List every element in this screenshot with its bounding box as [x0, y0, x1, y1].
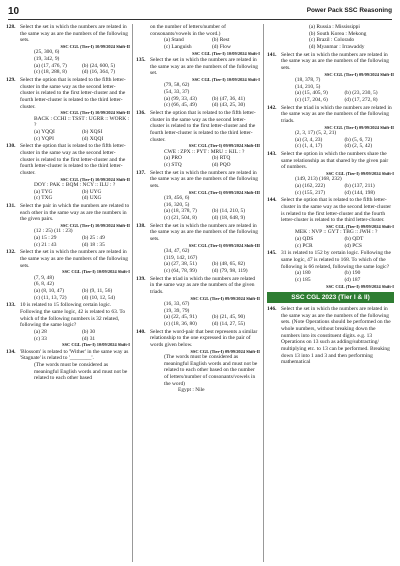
option: (d) XQQI	[82, 135, 104, 142]
question-text: Select the option that is related to the fifth letter-cluster in the same way as the second letter-cluster is related to the first letter-cluster and the fourth letter-cluster is related to the third letter-cluster.	[150, 110, 256, 143]
answer-options	[20, 129, 130, 142]
column-divider	[263, 24, 264, 562]
exam-source: SSC CGL (Tier-I) 09/09/2024 Shift-II	[190, 348, 260, 354]
answer-options	[20, 329, 130, 342]
given-set: (7, 9, 48)	[34, 274, 54, 281]
question-number: 134.	[6, 348, 16, 355]
answer-options	[150, 314, 260, 327]
given-set: (The words must be considered as meaningful English words and must not be related to each other based	[34, 361, 128, 382]
given-set: (16, 320, 5)	[164, 201, 190, 208]
option: (b) (9, 11, 56)	[82, 288, 113, 294]
option: (d) (144, 198)	[344, 189, 375, 196]
column-3	[267, 24, 394, 367]
exam-source: SSC CGL (Tier-I) 10/09/2024 Shift-II	[60, 43, 130, 49]
option: (d) 187	[344, 276, 361, 283]
question-item	[6, 249, 130, 301]
option: Egypt : Nile	[178, 387, 205, 394]
option: (c) (18, 288, 8)	[34, 69, 67, 76]
question-number: 145.	[267, 250, 277, 257]
option: (a) (17, 476, 7)	[34, 62, 67, 69]
exam-source: SSC CGL (Tier-I) 10/09/2024 Shift-II	[60, 110, 130, 116]
option: (d) (10, 12, 54)	[82, 294, 116, 301]
option: (c) STQ	[164, 162, 182, 169]
question-number: 137.	[136, 169, 146, 176]
question-text: on the number of letters/number of consonants/vowels in the word.)	[150, 24, 226, 37]
given-set: (149, 213) (168, 232)	[295, 176, 342, 183]
option: (d) (2, 5, 42)	[344, 143, 373, 150]
option: (d) (14, 27, 55)	[212, 321, 246, 328]
option: (c) (155, 217)	[295, 189, 326, 196]
exam-source: SSC CGL (Tier-I) 09/09/2024 Shift-II	[324, 124, 394, 130]
answer-options	[150, 387, 260, 394]
option: (a) YQQI	[34, 129, 55, 135]
option: (b) South Korea : Mekong	[309, 30, 367, 37]
option: (a) TYG	[34, 188, 53, 195]
exam-source: SSC CGL (Tier-I) 10/09/2024 Shift-I	[62, 342, 130, 348]
option: (d) UXG	[82, 195, 102, 202]
given-set: (16, 33, 67)	[164, 301, 190, 308]
question-number: 130.	[6, 143, 16, 150]
option: (b) 30	[82, 328, 96, 335]
option: (a) (15, 405, 9)	[295, 90, 328, 97]
question-number: 128.	[6, 24, 16, 30]
question-number: 142.	[267, 104, 277, 111]
option: (a) PRO	[164, 155, 182, 162]
option: (b) QDT	[344, 236, 364, 242]
question-item	[6, 349, 130, 382]
option: (c) TXG	[34, 195, 53, 202]
column-divider	[132, 24, 133, 562]
option: (c) YQPI	[34, 135, 54, 142]
option: (a) Russia : Mississippi	[309, 24, 360, 30]
question-text: Select the triad in which the numbers are related in the same way as are the numbers of the given triads.	[150, 275, 256, 295]
option: (a) 28	[34, 328, 47, 335]
exam-source: SSC CGL (Tier-I) 09/09/2024 Shift-II	[190, 295, 260, 301]
question-item	[6, 143, 130, 202]
exam-source: SSC CGL (Tier-I) 09/09/2024 Shift-III	[188, 242, 260, 248]
exam-source: SSC CGL (Tier-I) 10/09/2024 Shift-I	[192, 77, 260, 82]
given-set: (19, 342, 9)	[34, 56, 60, 63]
answer-options	[281, 183, 394, 196]
question-item	[6, 24, 130, 76]
question-number: 146.	[267, 306, 277, 312]
question-text: Select the set in which the numbers are related in the same way as are the numbers of the following sets.	[20, 24, 128, 44]
answer-options	[150, 208, 260, 221]
exam-source: SSC CGL (Tier-I) 09/09/2024 Shift-III	[188, 143, 260, 149]
option: (d) 18 : 35	[82, 241, 105, 248]
option: (a) (22, 45, 91)	[164, 314, 197, 321]
book-title: Power Pack SSC Reasoning	[306, 7, 392, 14]
option: (a) (27, 38, 51)	[164, 261, 197, 268]
option: (d) PQO	[212, 162, 231, 169]
answer-options	[281, 90, 394, 103]
question-text: Select the set in which the numbers are related in the same way as are the numbers of the following set.	[150, 57, 258, 77]
question-text: Select the option that is related to the fifth letter-cluster in the same way as the second letter-cluster is related to the first letter-cluster and the fourth letter-cluster is related to the third letter-cluster.	[281, 197, 392, 224]
option: (b) RTQ	[212, 155, 231, 162]
question-text: Select the set in which the numbers are related in the same way as are the numbers of the following sets.	[20, 249, 128, 269]
given-set: (19, 456, 6)	[164, 195, 190, 202]
option: (d) (43, 25, 30)	[212, 102, 246, 109]
question-item	[267, 24, 394, 51]
question-item	[267, 52, 394, 104]
option: (d) PCS	[344, 242, 362, 249]
question-item	[136, 276, 260, 328]
question-number: 133.	[6, 302, 16, 309]
option: (b) (48, 65, 82)	[212, 261, 246, 268]
page-number: 10	[8, 6, 20, 17]
answer-options	[20, 235, 130, 248]
option: (b) (14, 210, 5)	[212, 208, 246, 215]
option: (b) (24, 600, 5)	[82, 62, 116, 69]
column-2	[136, 24, 260, 395]
question-text: 10 is related to 15 following certain logic. Following the same logic, 42 is related to 63. To which of the following numbers is 32 related, following the same logic?	[20, 302, 126, 329]
answer-options	[150, 96, 260, 109]
option: (a) Stand	[164, 37, 184, 44]
section-banner: SSC CGL 2023 (Tier I & II)	[267, 292, 394, 303]
option: (d) Myanmar : Irrawaddy	[309, 43, 365, 50]
given-set: BACK : CCHI :: TSST : UGRR :: WORK : ?	[34, 115, 130, 129]
answer-options	[20, 189, 130, 202]
given-set: (12 : 25) (11 : 23)	[34, 228, 73, 235]
answer-options	[281, 137, 394, 150]
option: (b) (5, 6, 72)	[344, 136, 373, 143]
question-item	[136, 223, 260, 275]
option: (a) (8, 10, 47)	[34, 288, 65, 294]
answer-options	[281, 24, 394, 51]
option: (c) 21 : 43	[34, 241, 57, 248]
option: (b) 25 : 49	[82, 235, 105, 241]
given-set: DOY : PAK :: BQM : NCY :: ILU : ?	[34, 182, 116, 188]
given-set: (119, 142, 167)	[164, 254, 198, 261]
option: (b) XQSI	[82, 129, 103, 135]
answer-options	[281, 236, 394, 249]
option: (c) Brazil : Colorado	[309, 37, 355, 44]
option: (d) (79, 98, 119)	[212, 268, 248, 275]
given-set: (19, 39, 79)	[164, 307, 190, 314]
header-rule	[8, 19, 392, 20]
option: (a) 180	[295, 270, 311, 277]
question-item	[6, 77, 130, 142]
given-set: (18, 378, 7)	[295, 77, 321, 83]
option: (c) Languish	[164, 43, 192, 50]
option: (b) (137, 211)	[344, 183, 375, 189]
given-set: MEK : NVP :: GYT : TBG :: JWH : ?	[295, 229, 378, 236]
given-set: (14, 210, 5)	[295, 83, 321, 90]
question-item	[136, 57, 260, 109]
page-header	[8, 6, 392, 20]
question-text: Select the set in which the numbers are related in the same way as are the numbers of the following sets. (Note Operations should be performed on the whole numbers, without breaking down the numbers into its constituent digits. e.g. 13 Operations on 13 such as adding/subtracting/ multiplying etc. to 13 can be performed. Breaking down 13 into 1 and 3 and then performing mathematical	[281, 306, 391, 366]
question-number: 132.	[6, 249, 16, 256]
given-set: (34, 47, 62)	[164, 248, 190, 255]
option: (a) (18, 378, 7)	[164, 208, 197, 215]
given-set: (The words must be considered as meaningful English words and must not be related to each other based on the number of letters/number of consonants/vowels in the word)	[164, 354, 258, 387]
question-item	[267, 306, 394, 366]
option: (d) (17, 272, 8)	[344, 96, 378, 103]
exam-source: SSC CGL (Tier-I) 09/09/2024 Shift-III	[188, 189, 260, 195]
question-number: 141.	[267, 51, 277, 58]
question-text: Select the set in which the numbers are related in the same way as are the numbers of the following sets.	[150, 169, 258, 189]
question-item	[267, 151, 394, 196]
option: (b) UYG	[82, 188, 102, 195]
answer-options	[150, 155, 260, 168]
question-text: 'Blossom' is related to 'Wither' in the same way as 'Stagnate' is related to '________'.	[20, 348, 129, 362]
answer-options	[150, 261, 260, 274]
column-1	[6, 24, 130, 383]
option: (b) Rest	[212, 37, 230, 44]
option: (c) (1, 4, 17)	[295, 143, 323, 150]
question-text: Select the option in which the numbers share the same relationship as that shared by the given pair of numbers.	[281, 150, 389, 171]
question-number: 138.	[136, 222, 146, 229]
answer-options	[150, 37, 260, 50]
exam-source: SSC CGL (Tier-I) 10/09/2024 Shift-II	[60, 222, 130, 228]
option: (d) 31	[82, 335, 96, 342]
exam-source: SSC CGL (Tier-I) 10/09/2024 Shift-I	[62, 269, 130, 275]
exam-source: SSC CGL (Tier-I) 09/09/2024 Shift-I	[326, 170, 394, 176]
option: (a) (162, 222)	[295, 183, 326, 189]
question-text: 31 is related to 152 by certain logic. Following the same logic, 47 is related to 168. To which of the following is 66 related, following the same logic?	[281, 250, 391, 270]
option: (b) 190	[344, 270, 361, 277]
option: (a) QDS	[295, 236, 314, 242]
question-number: 144.	[267, 197, 277, 204]
question-item	[267, 105, 394, 150]
option: (c) (66, 45, 49)	[164, 102, 197, 109]
option: (a) (3, 4, 23)	[295, 136, 323, 143]
exam-source: SSC CGL (Tier-I) 09/09/2024 Shift-I	[326, 223, 394, 229]
question-number: 139.	[136, 275, 146, 282]
question-item	[136, 24, 260, 56]
question-text: Select the set in which the numbers are related in the same way as are the numbers of the following sets.	[150, 222, 258, 242]
question-number: 135.	[136, 57, 146, 64]
option: (c) (11, 13, 72)	[34, 294, 67, 301]
given-set: (25, 300, 6)	[34, 49, 60, 56]
question-number: 129.	[6, 77, 16, 83]
exam-source: SSC CGL (Tier-I) 10/09/2024 Shift-II	[60, 176, 130, 182]
given-set: (79, 58, 62)	[164, 82, 190, 89]
answer-options	[20, 63, 130, 76]
exam-source: SSC CGL (Tier-I) 09/09/2024 Shift-II	[324, 71, 394, 77]
option: (c) (21, 504, 8)	[164, 215, 197, 222]
question-text: Select the set in which the numbers are related in the same way as are the numbers of the following sets.	[281, 51, 389, 71]
given-set: (2, 3, 17) (5, 2, 21)	[295, 130, 337, 136]
option: (d) Flow	[212, 43, 231, 50]
option: (b) (47, 36, 41)	[212, 95, 246, 102]
question-item	[6, 302, 130, 347]
question-text: Select the option that is related to the fifth letter-cluster in the same way as the second letter-cluster is related to the first letter-cluster and the fourth letter-cluster is related to the third letter-cluster.	[20, 77, 126, 110]
question-text: Select the word-pair that best represents a similar relationship to the one expressed in the pair of words given below.	[150, 328, 258, 348]
question-item	[267, 197, 394, 249]
question-number: 131.	[6, 202, 16, 209]
question-number: 143.	[267, 150, 277, 157]
question-number: 136.	[136, 110, 146, 117]
answer-options	[20, 288, 130, 301]
option: (c) (17, 204, 6)	[295, 96, 328, 103]
option: (a) 15 : 29	[34, 235, 57, 241]
question-item	[136, 110, 260, 169]
option: (c) PCR	[295, 242, 313, 249]
question-text: Select the option that is related to the fifth letter-cluster in the same way as the second letter-cluster is related to the first letter-cluster and the fourth letter-cluster is related to the third letter-cluster.	[20, 143, 126, 176]
exam-source: SSC CGL (Tier-I) 10/09/2024 Shift-I	[192, 50, 260, 56]
given-set: (6, 8, 42)	[34, 281, 54, 288]
option: (c) (18, 36, 80)	[164, 321, 197, 328]
question-item	[136, 329, 260, 394]
given-set: CWE : ZPX :: PYT : MRU :: KIL : ?	[164, 148, 245, 155]
question-number: 140.	[136, 328, 146, 335]
option: (a) (99, 33, 43)	[164, 95, 197, 102]
given-set: (54, 33, 37)	[164, 89, 190, 96]
option: (c) 33	[34, 335, 47, 342]
question-text: Select the pair in which the numbers are related to each other in the same way as are the numbers in the given pairs.	[20, 202, 130, 223]
option: (b) (23, 230, 5)	[344, 90, 378, 97]
question-item	[6, 203, 130, 248]
option: (d) (18, 648, 9)	[212, 215, 246, 222]
answer-options	[281, 270, 394, 283]
option: (d) (16, 364, 7)	[82, 69, 116, 76]
option: (b) (21, 45, 90)	[212, 314, 246, 321]
option: (c) 185	[295, 276, 311, 283]
exam-source: SSC CGL (Tier-I) 09/09/2024 Shift-I	[326, 283, 394, 289]
option: (c) (64, 78, 99)	[164, 268, 197, 275]
question-item	[136, 170, 260, 222]
question-text: Select the triad in which the numbers are related in the same way as are the numbers of the following triads.	[281, 104, 392, 124]
question-item	[267, 250, 394, 289]
